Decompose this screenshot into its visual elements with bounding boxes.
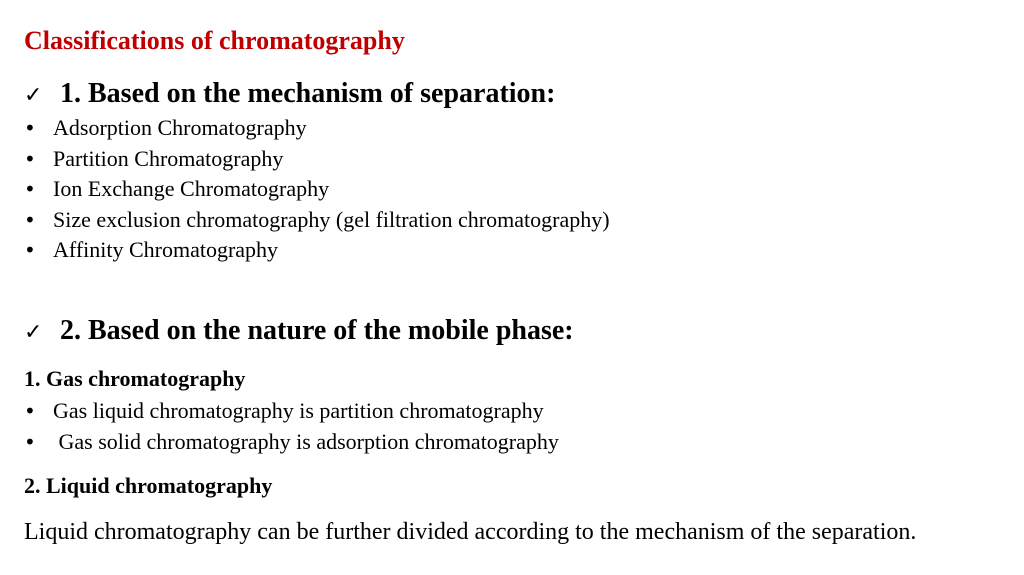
- section-heading-text: 1. Based on the mechanism of separation:: [60, 78, 556, 109]
- bullet-icon: •: [24, 116, 36, 140]
- list-item: [24, 205, 610, 236]
- list-item: [24, 396, 559, 427]
- section-heading-mechanism: [24, 78, 555, 110]
- list-item: [24, 427, 559, 458]
- list-item: [24, 235, 610, 266]
- checkmark-icon: ✓: [24, 83, 43, 108]
- slide-title: Classifications of chromatography: [24, 26, 405, 55]
- list-item-text: Affinity Chromatography: [53, 237, 279, 262]
- checkmark-icon: ✓: [24, 320, 43, 345]
- section-heading-text: 2. Based on the nature of the mobile phase:: [60, 315, 574, 346]
- list-item: [24, 113, 610, 144]
- list-item-text: Size exclusion chromatography (gel filtration chromatography): [53, 206, 610, 232]
- gas-chromatography-list: [24, 396, 559, 457]
- list-item-text: Gas solid chromatography is adsorption chromatography: [53, 428, 559, 454]
- mechanism-list: [24, 113, 610, 266]
- list-item-text: Ion Exchange Chromatography: [53, 176, 330, 201]
- bullet-icon: •: [24, 146, 36, 171]
- list-item: [24, 174, 610, 205]
- list-item-text: Gas liquid chromatography is partition chromatography: [53, 398, 544, 423]
- bullet-icon: •: [24, 177, 36, 201]
- bullet-icon: •: [24, 207, 36, 232]
- bullet-icon: •: [24, 429, 36, 454]
- list-item: [24, 144, 610, 175]
- bullet-icon: •: [24, 238, 36, 262]
- section-heading-mobile-phase: [24, 315, 574, 347]
- liquid-chromatography-text: Liquid chromatography can be further divided according to the mechanism of the separation.: [24, 519, 917, 545]
- liquid-chromatography-heading: 2. Liquid chromatography: [24, 473, 273, 498]
- list-item-text: Partition Chromatography: [53, 145, 284, 171]
- gas-chromatography-heading: 1. Gas chromatography: [24, 366, 246, 391]
- list-item-text: Adsorption Chromatography: [53, 115, 307, 140]
- bullet-icon: •: [24, 399, 36, 423]
